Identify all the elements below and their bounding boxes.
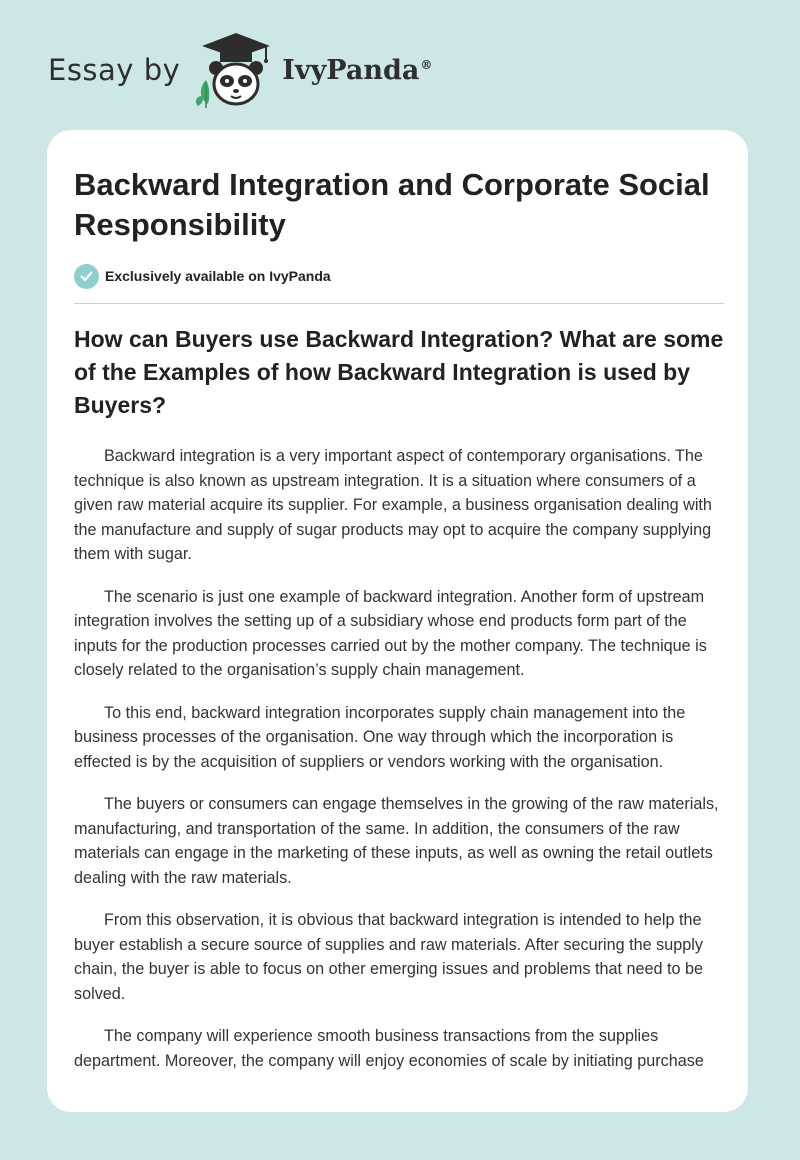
essay-title: Backward Integration and Corporate Social Responsibility [74, 167, 710, 242]
paragraph: To this end, backward integration incorporates supply chain management into the business processes of the organisation. One way through which the incorporation is effected is by the acquisition of suppliers or vendors working with the organisation. [74, 703, 686, 771]
divider [74, 303, 724, 304]
paragraph: The scenario is just one example of backward integration. Another form of upstream integration involves the setting up of a subsidiary whose end products form part of the inputs for the production processes carried out by the mother company. The technique is closely related to the organisation’s supply chain management. [74, 587, 707, 679]
paragraph: Backward integration is a very important aspect of contemporary organisations. The technique is also known as upstream integration. It is a situation where consumers of a given raw material acquire its supplier. For example, a business organisation dealing with the manufacture and supply of sugar products may opt to acquire the company supplying them with sugar. [74, 447, 712, 563]
site-header [48, 30, 432, 110]
brand-text: IvyPanda [282, 54, 420, 86]
panda-logo-icon[interactable] [194, 30, 278, 110]
paragraph: From this observation, it is obvious that backward integration is intended to help the buyer establish a secure source of supplies and raw materials. After securing the supply chain, the buyer is able to focus on other emerging issues and problems that need to be solved. [74, 911, 704, 1003]
check-icon [74, 264, 99, 289]
essay-card [47, 130, 748, 1112]
essay-by-label: Essay by [48, 53, 181, 87]
essay-body [74, 444, 724, 1091]
paragraph: The company will experience smooth business transactions from the supplies department. Moreover, the company will enjoy economies of scale by initiating purchase [74, 1027, 704, 1070]
section-heading: How can Buyers use Backward Integration? What are some of the Examples of how Backward Integration is used by Buyers? [74, 326, 724, 418]
registered-mark: ® [420, 57, 433, 72]
badge-label: Exclusively available on IvyPanda [105, 268, 331, 284]
exclusive-badge [74, 263, 331, 289]
paragraph: The buyers or consumers can engage themselves in the growing of the raw materials, manufacturing, and transportation of the same. In addition, the consumers of the raw materials can engage in the marketing of these inputs, as well as owning the retail outlets dealing with the raw materials. [74, 795, 719, 887]
brand-name[interactable] [282, 55, 432, 86]
